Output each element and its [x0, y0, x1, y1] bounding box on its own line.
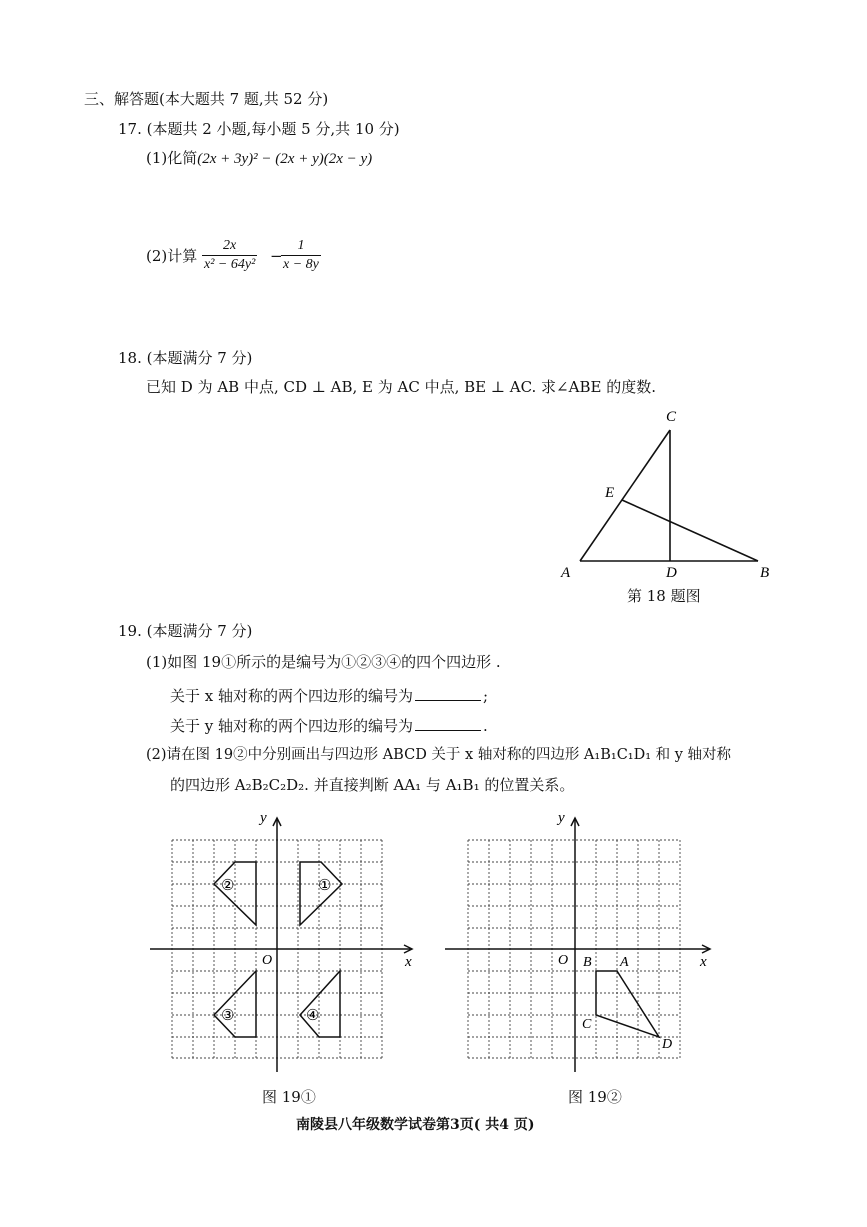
- point-label-d: D: [662, 1037, 673, 1052]
- fig1-axis-y-label: y: [260, 810, 267, 826]
- q19-title: 19. (本题满分 7 分): [118, 622, 253, 640]
- q17-part1: [146, 151, 372, 167]
- q17-title: 17. (本题共 2 小题,每小题 5 分,共 10 分): [118, 120, 400, 138]
- fig2-axis-y-label: y: [558, 810, 565, 826]
- fig1-origin-label: O: [262, 953, 273, 968]
- section-header: 三、解答题(本大题共 7 题,共 52 分): [84, 90, 329, 108]
- label-b: B: [760, 565, 770, 581]
- q17-fraction-1: [202, 237, 257, 274]
- shape-label-1: ①: [318, 878, 332, 894]
- label-d: D: [666, 565, 677, 581]
- q19-part1-x-end: ;: [483, 687, 489, 705]
- q17-minus-sign: −: [270, 247, 283, 265]
- point-label-a: A: [620, 955, 629, 970]
- fig2-axis-x-label: x: [700, 954, 707, 970]
- fig1-axis-x-label: x: [405, 954, 412, 970]
- point-label-c: C: [582, 1017, 592, 1032]
- quadrilateral-4: [300, 971, 340, 1037]
- q18-title: 18. (本题满分 7 分): [118, 349, 253, 367]
- segment-ac: [580, 430, 670, 561]
- q17-fraction-1-denominator: x² − 64y²: [204, 257, 256, 272]
- label-e: E: [605, 485, 615, 501]
- page-footer: 南陵县八年级数学试卷第3页( 共4 页): [296, 1117, 535, 1133]
- q17-part2-label: (2)计算: [146, 247, 198, 265]
- fig2-caption: 图 19②: [568, 1088, 622, 1106]
- fig1-caption: 图 19①: [262, 1088, 316, 1106]
- shape-label-3: ③: [221, 1008, 235, 1024]
- q19-part1-x-text: 关于 x 轴对称的两个四边形的编号为: [170, 687, 413, 705]
- q19-part1-x-line: [170, 686, 488, 704]
- q19-part1: (1)如图 19①所示的是编号为①②③④的四个四边形 .: [146, 653, 501, 671]
- q19-part1-y-end: .: [483, 717, 488, 735]
- segment-be: [622, 500, 758, 561]
- quadrilateral-2: [214, 862, 256, 925]
- label-c: C: [666, 409, 677, 425]
- quadrilateral-abcd: [596, 971, 659, 1037]
- q17-part1-label: (1)化简: [146, 149, 198, 167]
- q17-fraction-2: [281, 237, 321, 274]
- quadrilateral-1: [300, 862, 342, 925]
- shape-label-2: ②: [221, 878, 235, 894]
- q17-fraction-1-numerator: 2x: [202, 237, 257, 256]
- quadrilateral-3: [214, 971, 256, 1037]
- q18-figure-caption: 第 18 题图: [627, 587, 701, 605]
- q17-fraction-2-denominator: x − 8y: [283, 257, 319, 272]
- q18-text: 已知 D 为 AB 中点, CD ⊥ AB, E 为 AC 中点, BE ⊥ AC. 求∠ABE 的度数.: [146, 378, 656, 396]
- q17-part1-expression: (2x + 3y)² − (2x + y)(2x − y): [197, 151, 373, 167]
- q19-part1-y-line: [170, 716, 488, 734]
- answer-blank-x[interactable]: [415, 686, 481, 701]
- point-label-b: B: [583, 955, 592, 970]
- label-a: A: [561, 565, 571, 581]
- fig2-origin-label: O: [558, 953, 569, 968]
- answer-blank-y[interactable]: [415, 716, 481, 731]
- q19-part2-line2: 的四边形 A₂B₂C₂D₂. 并直接判断 AA₁ 与 A₁B₁ 的位置关系。: [170, 776, 575, 794]
- q17-fraction-2-numerator: 1: [281, 237, 321, 256]
- q19-part1-y-text: 关于 y 轴对称的两个四边形的编号为: [170, 717, 414, 735]
- shape-label-4: ④: [306, 1008, 320, 1024]
- q19-part2-line1: (2)请在图 19②中分别画出与四边形 ABCD 关于 x 轴对称的四边形 A₁B₁C₁D₁ 和 y 轴对称: [146, 747, 732, 763]
